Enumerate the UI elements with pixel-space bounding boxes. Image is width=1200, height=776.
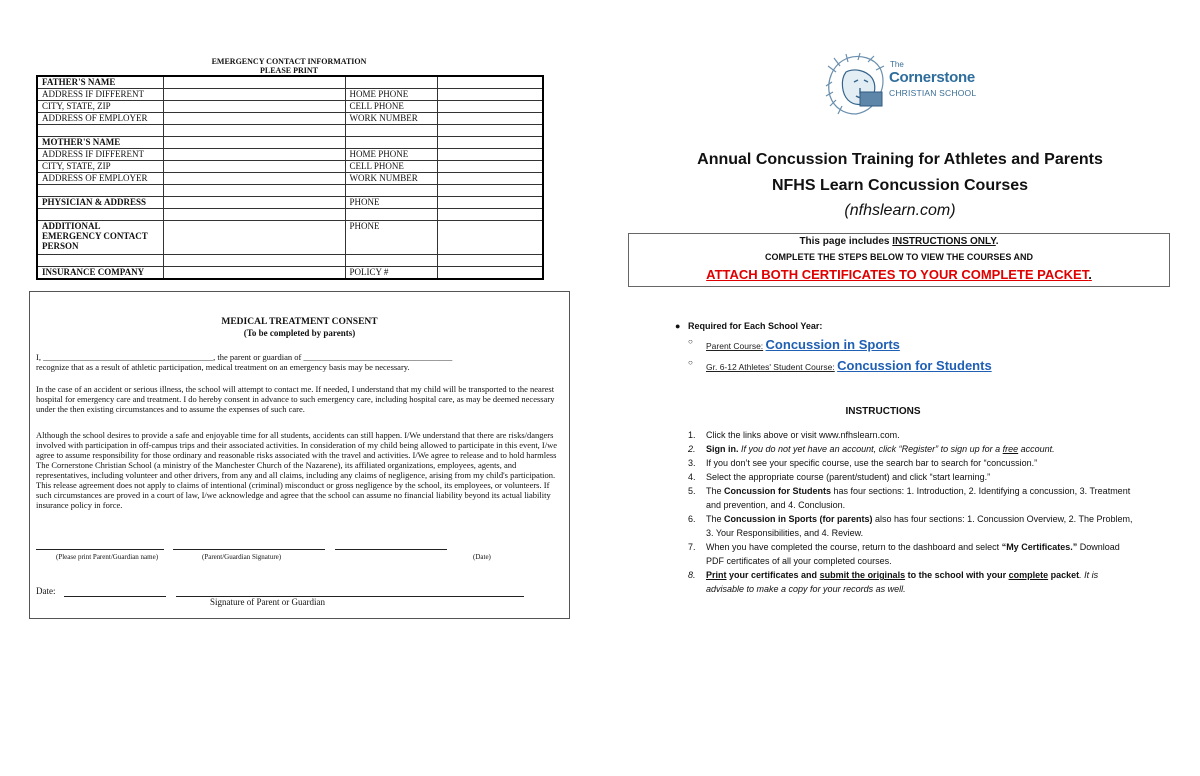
student-course-item [688,358,992,373]
row-label-right: HOME PHONE [345,89,437,101]
field-cell[interactable] [437,173,543,185]
signature-caption: Signature of Parent or Guardian [210,597,325,607]
row-label: CITY, STATE, ZIP [37,101,163,113]
field-cell[interactable] [163,267,345,280]
consent-subtitle: (To be completed by parents) [243,328,356,338]
row-label-right: WORK NUMBER [345,173,437,185]
list-item: 5. The Concussion for Students has four sections: 1. Introduction, 2. Identifying a concussion, 3. Treatment and prevention, and 4. Conclusion. [688,486,1131,510]
row-label-right: POLICY # [345,267,437,280]
row-label-right: PHONE [345,221,437,255]
signature-line-label: (Parent/Guardian Signature) [202,553,282,561]
table-row [37,161,543,173]
concussion-in-sports-link[interactable]: Concussion in Sports [765,337,900,352]
row-label: FATHER'S NAME [37,76,163,89]
site-url: (nfhslearn.com) [844,202,956,219]
row-label: ADDRESS IF DIFFERENT [37,89,163,101]
field-cell[interactable] [437,101,543,113]
field-cell[interactable] [163,113,345,125]
circle-bullet-icon: ○ [688,358,693,367]
field-cell[interactable] [163,76,345,89]
page-subtitle: NFHS Learn Concussion Courses [771,177,1029,194]
row-label-right: WORK NUMBER [345,113,437,125]
table-row [37,173,543,185]
logo-subtitle: CHRISTIAN SCHOOL [889,88,977,98]
field-cell[interactable] [437,113,543,125]
table-row-spacer [37,255,543,267]
row-label: ADDRESS IF DIFFERENT [37,149,163,161]
field-cell[interactable] [437,267,543,280]
name-line-label: (Please print Parent/Guardian name) [56,553,159,561]
list-item: 4. Select the appropriate course (parent/student) and click “start learning.” [688,472,991,482]
logo-school-name: Cornerstone [889,69,975,86]
parent-course-item [688,337,900,352]
consent-title: MEDICAL TREATMENT CONSENT [221,317,378,327]
consent-line-1: I, ________________________________________, the parent or guardian of ___________________________________ [36,352,453,362]
row-label: PHYSICIAN & ADDRESS [37,197,163,209]
list-item: 7. When you have completed the course, return to the dashboard and select “My Certificates.” Download PDF certificates of all your completed courses. [688,542,1120,566]
emergency-contact-table [36,75,544,280]
row-label-right: CELL PHONE [345,101,437,113]
list-item: 2. Sign in. If you do not yet have an account, click “Register” to sign up for a free account. [688,444,1055,454]
field-cell[interactable] [437,197,543,209]
logo-the: The [890,60,904,69]
field-cell[interactable] [163,137,345,149]
field-cell[interactable] [437,76,543,89]
consent-line-2: recognize that as a result of athletic participation, medical treatment on an emergency basis may be necessary. [36,362,410,372]
field-cell[interactable] [163,101,345,113]
table-row [37,197,543,209]
row-label-right: HOME PHONE [345,149,437,161]
date-line[interactable] [335,549,447,550]
table-row-spacer [37,209,543,221]
list-item: 1. Click the links above or visit www.nfhslearn.com. [688,430,900,440]
notice-line-3: ATTACH BOTH CERTIFICATES TO YOUR COMPLETE PACKET. [706,267,1092,282]
field-cell[interactable] [437,221,543,255]
field-cell[interactable] [163,173,345,185]
emergency-title: EMERGENCY CONTACT INFORMATION [211,57,367,66]
instructions-notice-box [628,233,1170,287]
list-item: 6. The Concussion in Sports (for parents) also has four sections: 1. Concussion Overview, 2. The Problem, 3. Your Responsibilities, and 4. Review. [688,514,1133,538]
bullet-icon: ● [675,321,681,331]
table-row [37,267,543,280]
field-cell[interactable] [163,221,345,255]
name-line[interactable] [36,549,164,550]
student-course-label: Gr. 6-12 Athletes' Student Course: [706,362,835,372]
required-label: Required for Each School Year: [688,321,823,331]
field-cell[interactable] [437,149,543,161]
emergency-subtitle: PLEASE PRINT [259,66,318,75]
emergency-header [36,57,542,75]
concussion-for-students-link[interactable]: Concussion for Students [837,358,992,373]
circle-bullet-icon: ○ [688,337,693,346]
date-line-label: (Date) [473,553,491,561]
field-cell[interactable] [437,137,543,149]
row-label: ADDRESS OF EMPLOYER [37,113,163,125]
signature-line[interactable] [173,549,325,550]
field-cell[interactable] [163,197,345,209]
row-label: ADDITIONAL EMERGENCY CONTACT PERSON [37,221,163,255]
list-item: 3. If you don’t see your specific course, use the search bar to search for “concussion.” [688,458,1038,468]
row-label: CITY, STATE, ZIP [37,161,163,173]
field-cell[interactable] [163,89,345,101]
field-cell[interactable] [437,89,543,101]
row-label: MOTHER'S NAME [37,137,163,149]
instructions-list [688,428,1133,596]
table-row [37,221,543,255]
table-row [37,76,543,89]
table-row [37,149,543,161]
notice-line-2: COMPLETE THE STEPS BELOW TO VIEW THE COURSES AND [764,252,1034,262]
row-label-right [345,76,437,89]
consent-paragraph-2: In the case of an accident or serious illness, the school will attempt to contact me. If needed, I understand that my child will be transported to the nearest hospital for emergency care and treatment. I do hereby consent in advance to such emergency care, including hospital care, as may be deemed necessary under the then existing circumstances and to assume the expenses of such care. [36,384,555,414]
row-label: ADDRESS OF EMPLOYER [37,173,163,185]
page-title: Annual Concussion Training for Athletes and Parents [697,151,1103,168]
table-row-spacer [37,125,543,137]
table-row [37,137,543,149]
instructions-title: INSTRUCTIONS [845,406,921,417]
row-label-right: CELL PHONE [345,161,437,173]
list-item: 8. Print your certificates and submit the originals to the school with your complete packet. It is advisable to make a copy for your records as well. [688,570,1099,594]
row-label-right [345,137,437,149]
date-field-line[interactable] [64,596,166,597]
table-row [37,89,543,101]
row-label-right: PHONE [345,197,437,209]
field-cell[interactable] [163,161,345,173]
table-row [37,101,543,113]
date-label: Date: [36,586,56,596]
field-cell[interactable] [163,149,345,161]
notice-line-1: This page includes INSTRUCTIONS ONLY. [799,236,999,247]
consent-paragraph-3: Although the school desires to provide a safe and enjoyable time for all students, accidents can still happen. I/We understand that there are risks/dangers involved with participation in off-campus trips and their associated activities. In consideration of my child being allowed to participate in this event, I/we agree to assume responsibility for those ordinary and reasonable risks associated with the travel and activities. I/We agree to release and to hold harmless The Cornerstone Christian School (a ministry of the Manchester Church of the Nazarene), its affiliated organizations, employees, agents, and representatives, including volunteer and other drivers, from any and all claims, including any claims of negligence, arising from my child's participation. This release agreement does not apply to claims of intentional (criminal) misconduct or gross negligence by the school, its employees, or volunteers. If such circumstances are proved in a court of law, I/we acknowledge and agree that the school can assume no financial liability beyond its actual liability insurance policy in force. [36,430,558,510]
parent-course-label: Parent Course: [706,341,764,351]
field-cell[interactable] [437,161,543,173]
medical-consent-box [29,291,570,619]
table-row [37,113,543,125]
row-label: INSURANCE COMPANY [37,267,163,280]
table-row-spacer [37,185,543,197]
